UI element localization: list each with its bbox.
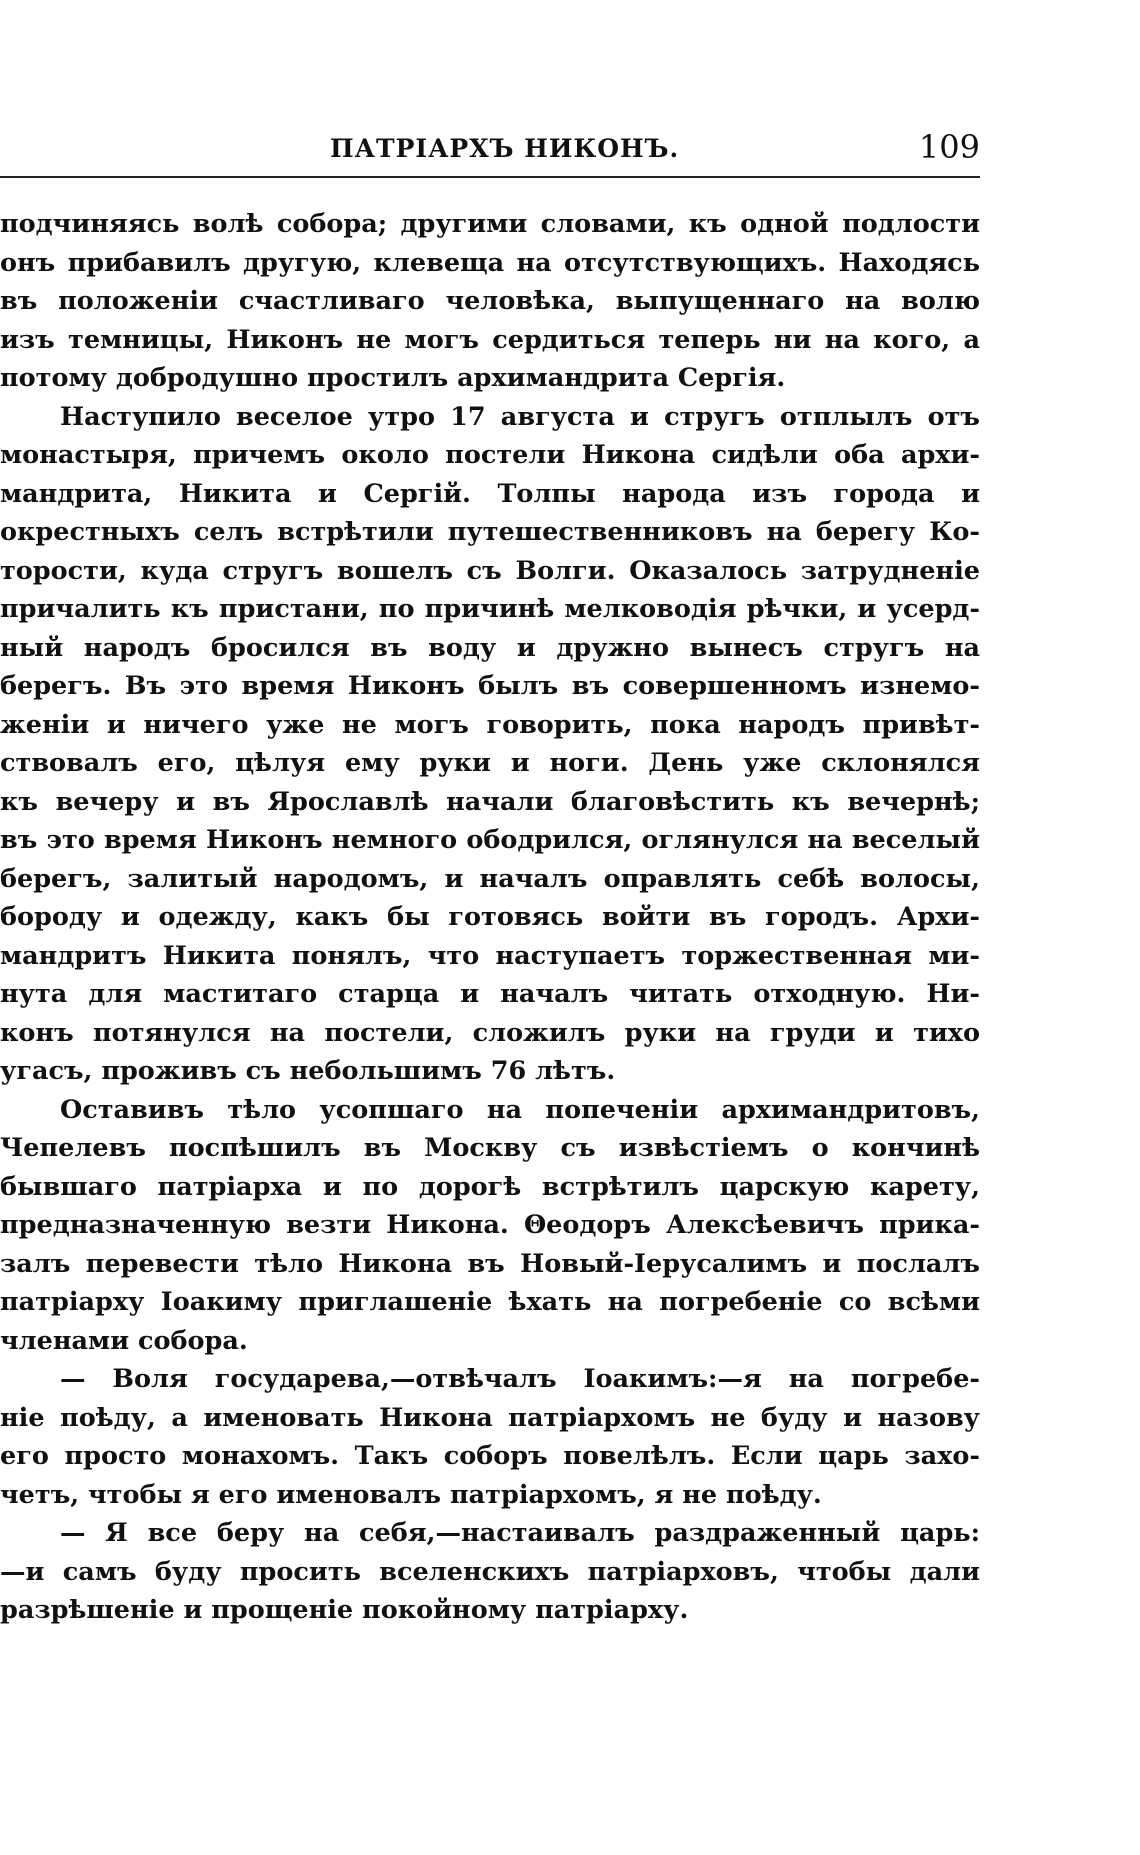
running-head: ПАТРІАРХЪ НИКОНЪ. bbox=[330, 134, 680, 163]
text-line: причалить къ пристани, по причинѣ мелководія рѣчки, и усерд- bbox=[0, 594, 980, 624]
text-line: конъ потянулся на постели, сложилъ руки на груди и тихо bbox=[0, 1017, 980, 1048]
text-line: женіи и ничего уже не могъ говорить, пока народъ привѣт- bbox=[0, 709, 980, 740]
text-line: — Я все беру на себя,—настаивалъ раздраженный царь: bbox=[60, 1518, 980, 1548]
text-line: залъ перевести тѣло Никона въ Новый-Іерусалимъ и послалъ bbox=[0, 1248, 980, 1279]
text-line: онъ прибавилъ другую, клевеща на отсутствующихъ. Находясь bbox=[0, 247, 980, 278]
text-line: угасъ, проживъ съ небольшимъ 76 лѣтъ. bbox=[0, 1056, 616, 1086]
text-line: монастыря, причемъ около постели Никона сидѣли оба архи- bbox=[0, 440, 980, 470]
text-line: Наступило веселое утро 17 августа и стругъ отплылъ отъ bbox=[60, 401, 980, 432]
text-line: бороду и одежду, какъ бы готовясь войти въ городъ. Архи- bbox=[0, 902, 980, 932]
text-line: его просто монахомъ. Такъ соборъ повелѣлъ. Если царь захо- bbox=[0, 1441, 980, 1471]
text-line: ніе поѣду, а именовать Никона патріархомъ не буду и назову bbox=[0, 1402, 980, 1433]
text-line: потому добродушно простилъ архимандрита Сергія. bbox=[0, 363, 786, 393]
text-line: изъ темницы, Никонъ не могъ сердиться теперь ни на кого, а bbox=[0, 324, 980, 355]
text-line: — Воля государева,—отвѣчалъ Іоакимъ:—я на погребе- bbox=[60, 1364, 980, 1394]
text-line: Оставивъ тѣло усопшаго на попеченіи архимандритовъ, bbox=[60, 1094, 980, 1125]
text-line: Чепелевъ поспѣшилъ въ Москву съ извѣстіемъ о кончинѣ bbox=[0, 1133, 980, 1163]
text-line: къ вечеру и въ Ярославлѣ начали благовѣстить къ вечернѣ; bbox=[0, 786, 980, 817]
text-line: мандритъ Никита понялъ, что наступаетъ торжественная ми- bbox=[0, 940, 980, 971]
text-line: въ это время Никонъ немн͏ого ободрился, оглянулся на веселый bbox=[0, 825, 980, 855]
text-line: нута для маститаго старца и началъ читать отходную. Ни- bbox=[0, 979, 980, 1009]
header-rule bbox=[0, 176, 980, 178]
text-line: мандрита, Никита и Сергій. Толпы народа изъ города и bbox=[0, 478, 980, 509]
page-header bbox=[0, 128, 980, 178]
text-line: берегъ. Въ это время Никонъ былъ въ совершенномъ изнемо- bbox=[0, 671, 980, 701]
text-line: ствовалъ его, цѣлуя ему руки и ноги. День уже склонялся bbox=[0, 748, 980, 778]
text-line: окрестныхъ селъ встрѣтили путешественниковъ на берегу Ко- bbox=[0, 517, 980, 547]
page-number: 109 bbox=[918, 128, 980, 166]
text-line: бывшаго патріарха и по дорогѣ встрѣтилъ царскую карету, bbox=[0, 1171, 980, 1202]
text-line: четъ, чтобы я его именовалъ патріархомъ, я не поѣду. bbox=[0, 1479, 822, 1510]
text-line: предназначенную везти Никона. Θеодоръ Алексѣевичъ прика- bbox=[0, 1210, 980, 1240]
text-line: ный народъ бросился въ воду и дружно вынесъ стругъ на bbox=[0, 632, 980, 663]
text-line: разрѣшеніе и прощеніе покойному патріарху. bbox=[0, 1595, 689, 1625]
body-text bbox=[0, 205, 980, 1630]
text-line: въ положеніи счастливаго человѣка, выпущеннаго на волю bbox=[0, 286, 980, 316]
text-line: берегъ, залитый народомъ, и началъ оправлять себѣ волосы, bbox=[0, 863, 980, 894]
text-line: —и самъ буду просить вселенскихъ патріарховъ, чтобы дали bbox=[0, 1556, 980, 1587]
text-line: подчиняясь волѣ собора; другими словами, къ одной подлости bbox=[0, 209, 980, 239]
text-line: торости, куда стругъ вошелъ съ Волги. Оказалось затрудненіе bbox=[0, 555, 980, 586]
text-line: патріарху Іоакиму приглашеніе ѣхать на погребеніе со всѣми bbox=[0, 1287, 980, 1317]
text-line: членами собора. bbox=[0, 1325, 248, 1356]
